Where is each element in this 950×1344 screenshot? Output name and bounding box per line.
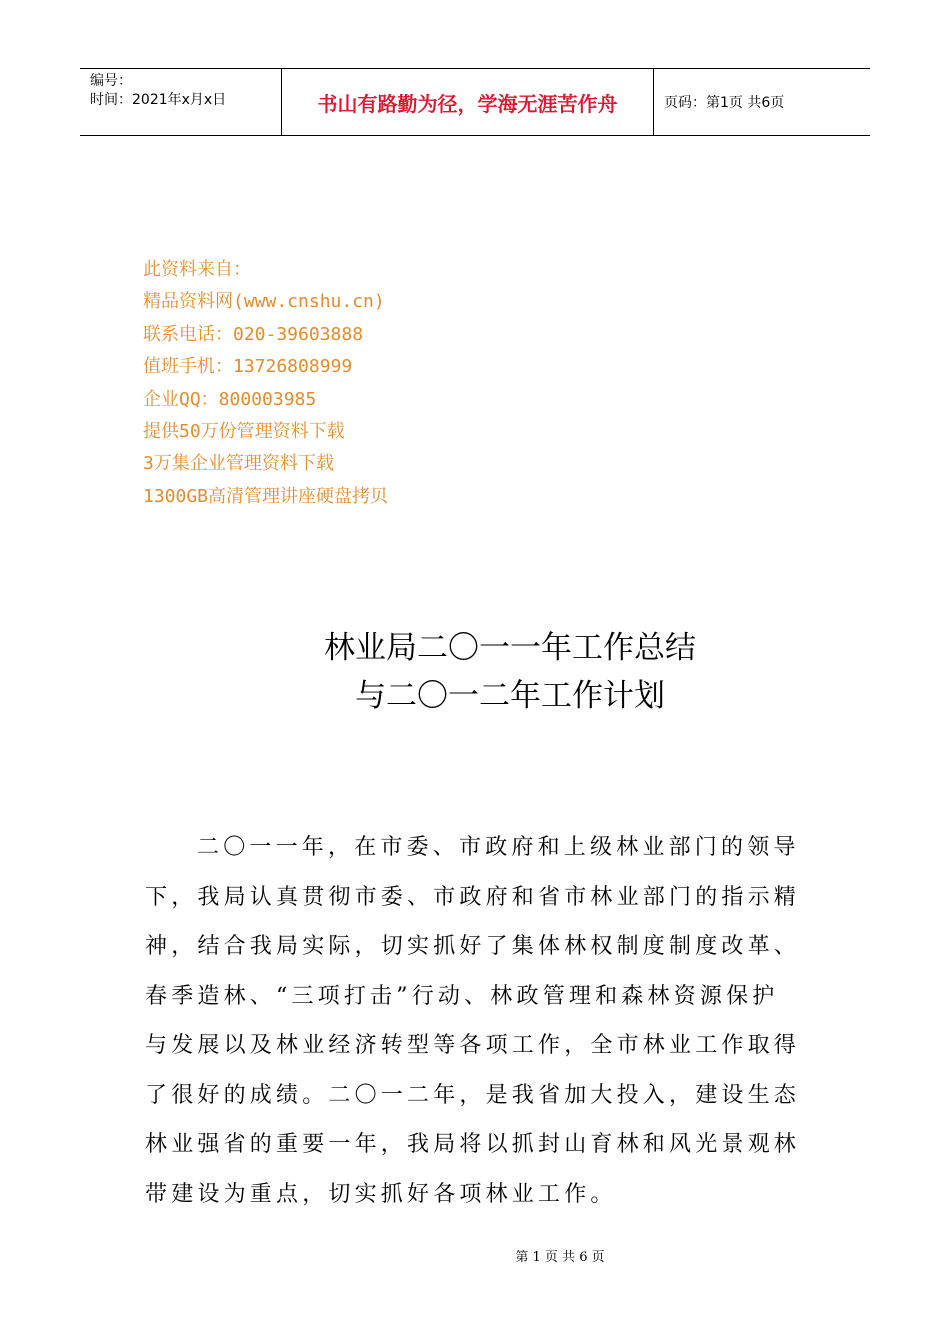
page-footer: 第 1 页 共 6 页	[515, 1250, 605, 1265]
info-line: 1300GB高清管理讲座硬盘拷贝	[143, 485, 389, 507]
header-left-cell	[80, 69, 282, 135]
header-page-info: 页码：第1页 共6页	[664, 95, 785, 111]
document-title	[0, 624, 950, 720]
body-line: 二〇一一年，在市委、市政府和上级林业部门的领导	[197, 835, 800, 860]
body-line: 春季造林、“三项打击”行动、林政管理和森林资源保护	[145, 983, 779, 1009]
info-line: 企业QQ：800003985	[143, 388, 317, 410]
time-label: 时间：2021年x月x日	[90, 92, 227, 108]
info-line: 3万集企业管理资料下载	[143, 453, 334, 475]
title-line-1: 林业局二〇一一年工作总结	[324, 630, 696, 666]
body-line: 了很好的成绩。二〇一二年，是我省加大投入，建设生态	[145, 1082, 801, 1108]
header-motto: 书山有路勤为径，学海无涯苦作舟	[282, 69, 654, 135]
info-line: 精品资料网(www.cnshu.cn)	[143, 291, 385, 313]
info-line: 联系电话：020-39603888	[143, 323, 364, 345]
body-line: 林业强省的重要一年，我局将以抓封山育林和风光景观林	[145, 1132, 801, 1157]
info-line: 此资料来自：	[143, 259, 251, 280]
info-line: 提供50万份管理资料下载	[143, 421, 345, 443]
body-line: 下，我局认真贯彻市委、市政府和省市林业部门的指示精	[145, 884, 801, 910]
body-line: 带建设为重点，切实抓好各项林业工作。	[145, 1181, 617, 1207]
title-line-2: 与二〇一二年工作计划	[355, 678, 665, 714]
number-label: 编号：	[90, 73, 132, 89]
body-line: 与发展以及林业经济转型等各项工作，全市林业工作取得	[145, 1033, 801, 1058]
source-info-block	[143, 254, 388, 513]
body-paragraph	[145, 823, 815, 1219]
body-line: 神，结合我局实际，切实抓好了集体林权制度制度改革、	[145, 934, 801, 959]
document-header	[80, 68, 870, 136]
info-line: 值班手机：13726808999	[143, 356, 353, 378]
